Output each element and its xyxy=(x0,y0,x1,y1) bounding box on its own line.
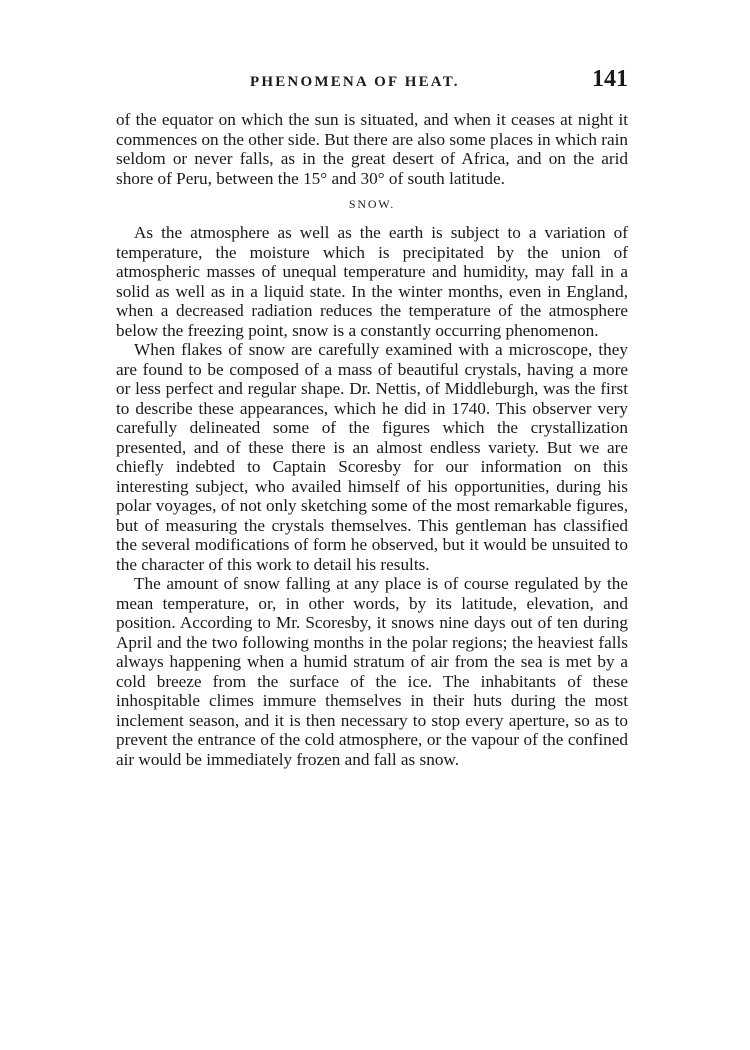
running-title: PHENOMENA OF HEAT. xyxy=(250,74,460,90)
paragraph-snow-intro: As the atmosphere as well as the earth is subject to a variation of temperature, the moisture which is precipitated by the union of atmospheric masses of unequal temperature and humidity, may fall in a solid as well as in a liquid state. In the winter months, even in England, when a decreased radiation reduces the temperature of the atmosphere below the freezing point, snow is a constantly occurring phenomenon. xyxy=(116,223,628,340)
running-header xyxy=(116,66,628,102)
book-page xyxy=(116,66,628,769)
page-number: 141 xyxy=(592,66,628,92)
paragraph-continued: of the equator on which the sun is situated, and when it ceases at night it commences on the other side. But there are also some places in which rain seldom or never falls, as in the great desert of Africa, and on the arid shore of Peru, between the 15° and 30° of south latitude. xyxy=(116,110,628,188)
paragraph-snow-crystals: When flakes of snow are carefully examined with a microscope, they are found to be composed of a mass of beautiful crystals, having a more or less perfect and regular shape. Dr. Nettis, of Middleburgh, was the first to describe these appearances, which he did in 1740. This observer very carefully delineated some of the figures which the crystallization presented, and of these there is an almost endless variety. But we are chiefly indebted to Captain Scoresby for our information on this interesting subject, who availed himself of his opportunities, during his polar voyages, of not only sketching some of the most remarkable figures, but of measuring the crystals themselves. This gentleman has classified the several modifications of form he observed, but it would be unsuited to the character of this work to detail his results. xyxy=(116,340,628,574)
paragraph-snow-amount: The amount of snow falling at any place is of course regulated by the mean temperature, or, in other words, by its latitude, elevation, and position. According to Mr. Scoresby, it snows nine days out of ten during April and the two following months in the polar regions; the heaviest falls always happening when a humid stratum of air from the sea is met by a cold breeze from the surface of the ice. The inhabitants of these inhospitable climes immure themselves in their huts during the most inclement season, and it is then necessary to stop every aperture, so as to prevent the entrance of the cold atmosphere, or the vapour of the confined air would be immediately frozen and fall as snow. xyxy=(116,574,628,769)
section-heading-snow: SNOW. xyxy=(348,197,396,211)
